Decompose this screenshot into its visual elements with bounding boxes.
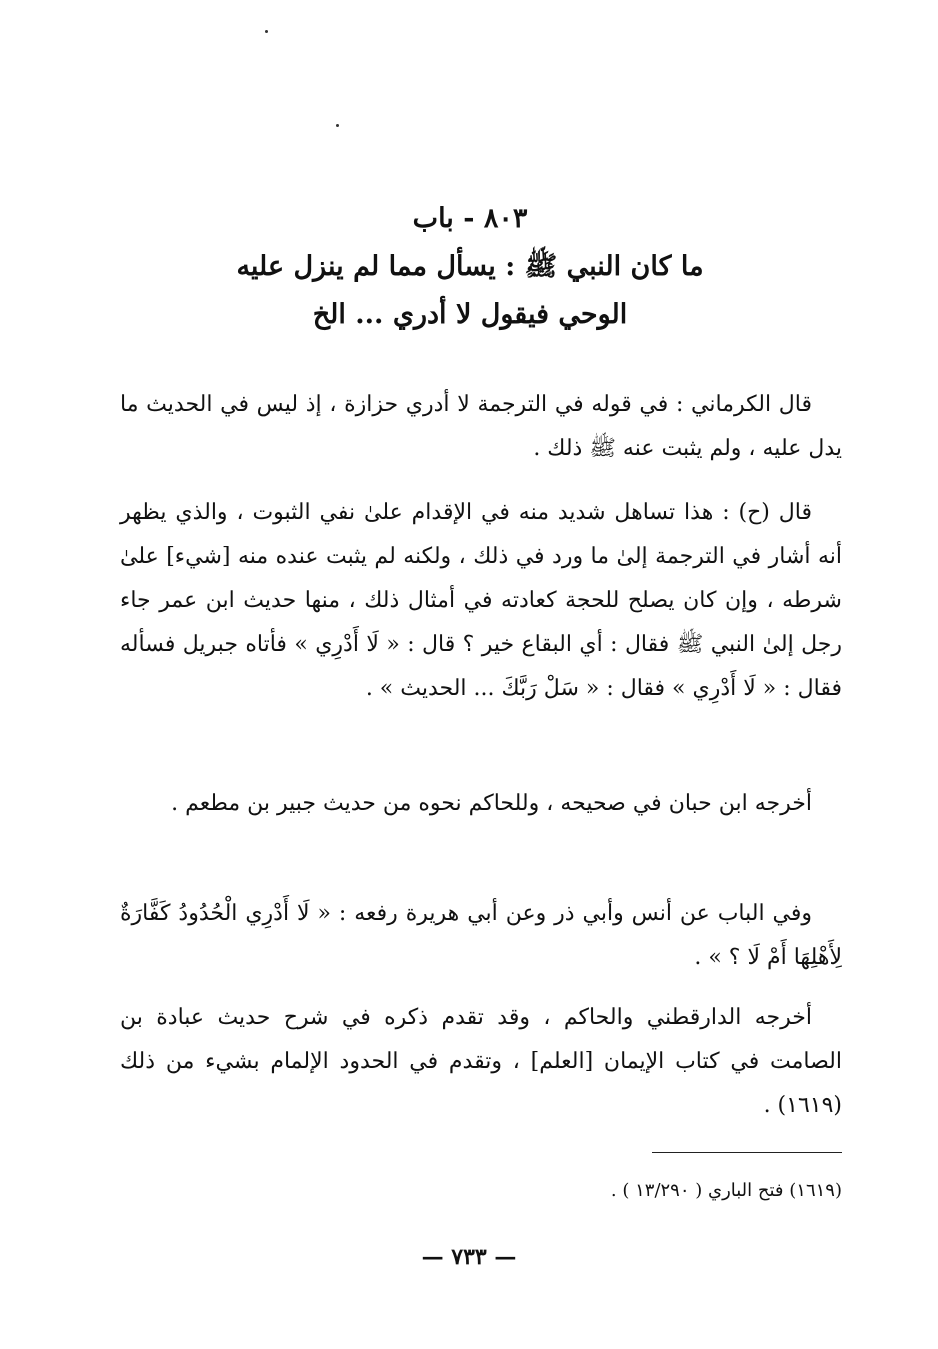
paragraph-daraqutni xyxy=(120,996,842,1128)
paragraph-kirmani xyxy=(120,383,842,471)
chapter-title-line-1: ما كان النبي ﷺ : يسأل مما لم ينزل عليه xyxy=(236,251,704,282)
chapter-heading xyxy=(180,195,760,339)
footnote-separator xyxy=(652,1152,842,1153)
paragraph-fil-bab xyxy=(120,892,842,980)
paragraph-ha-comment xyxy=(120,491,842,711)
page-number: — ٧٣٣ — xyxy=(421,1244,517,1270)
chapter-title-line-2: الوحي فيقول لا أدري ... الخ xyxy=(312,299,628,330)
paragraph-text: أخرجه ابن حبان في صحيحه ، وللحاكم نحوه من حديث جبير بن مطعم . xyxy=(171,791,812,816)
chapter-number: ٨٠٣ - باب xyxy=(412,203,528,234)
ink-speck xyxy=(336,124,339,127)
paragraph-text: قال (ح) : هذا تساهل شديد منه في الإقدام علىٰ نفي الثبوت ، والذي يظهر أنه أشار في الترجمة إلىٰ ما ورد في ذلك ، ولكنه لم يثبت عنده منه [شيء] علىٰ شرطه ، وإن كان يصلح للحجة كعادته في أمثال ذلك ، منها حديث ابن عمر جاء رجل إلىٰ النبي ﷺ فقال : أي البقاع خير ؟ قال : « لَا أَدْرِي » فأتاه جبريل فسأله فقال : « لَا أَدْرِي » فقال : « سَلْ رَبَّكَ ... الحديث » . xyxy=(120,500,842,701)
footnote: (١٦١٩) فتح الباري ( ١٣/٢٩٠ ) . xyxy=(610,1180,842,1201)
paragraph-text: وفي الباب عن أنس وأبي ذر وعن أبي هريرة رفعه : « لَا أَدْرِي الْحُدُودُ كَفَّارَةٌ لِأَهْلِهَا أَمْ لَا ؟ » . xyxy=(120,901,842,970)
paragraph-text: أخرجه الدارقطني والحاكم ، وقد تقدم ذكره في شرح حديث عبادة بن الصامت في كتاب الإيمان [العلم] ، وتقدم في الحدود الإلمام بشيء من ذلك (١٦١٩) . xyxy=(120,1005,842,1118)
paragraph-text: قال الكرماني : في قوله في الترجمة لا أدري حزازة ، إذ ليس في الحديث ما يدل عليه ، ولم يثبت عنه ﷺ ذلك . xyxy=(120,392,842,461)
ink-speck xyxy=(265,30,268,33)
paragraph-ibn-hibban xyxy=(120,782,842,826)
